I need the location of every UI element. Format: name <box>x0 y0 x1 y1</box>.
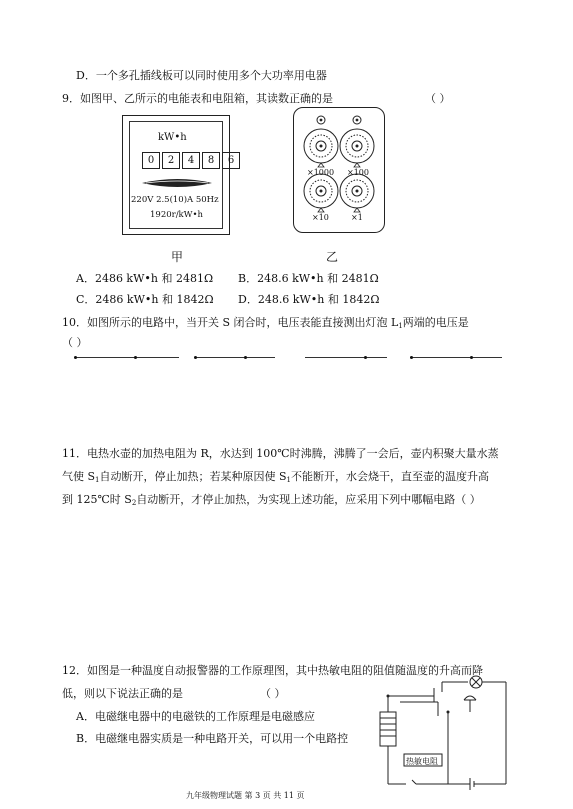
meter-digit: 2 <box>162 152 180 169</box>
meter-digits <box>142 152 242 168</box>
q11-line-2 <box>62 470 489 487</box>
alarm-circuit-figure <box>376 672 516 794</box>
q10-stem-text-end: 两端的电压是 <box>402 316 469 329</box>
figure-label-yi: 乙 <box>326 250 339 264</box>
meter-digit: 8 <box>202 152 220 169</box>
q10-stem <box>62 316 469 333</box>
meter-digit: 4 <box>182 152 200 169</box>
meter-digit: 0 <box>142 152 160 169</box>
meter-disc-icon <box>140 176 216 190</box>
q12-answer-paren: （ ） <box>260 687 286 700</box>
q11-line-3-text-b: 自动断开，才停止加热，为实现上述功能，应采用下列中哪幅电路（ ） <box>136 493 481 506</box>
electric-meter-figure <box>122 115 235 235</box>
dial-label-x10: ×10 <box>312 213 329 222</box>
meter-digit-decimal: 6 <box>222 152 240 169</box>
q11-line-3-text: 到 125℃时 S <box>62 493 132 506</box>
q10-stem-sub: 1 <box>398 322 403 330</box>
q8-option-d: D．一个多孔插线板可以同时使用多个大功率用电器 <box>76 69 327 82</box>
q10-stem-text: 10．如图所示的电路中，当开关 S 闭合时，电压表能直接测出灯泡 L <box>62 316 399 329</box>
figure-label-jia: 甲 <box>171 250 184 264</box>
dial-label-x1000: ×1000 <box>307 168 335 177</box>
dial-label-x100: ×100 <box>347 168 369 177</box>
q12-line-2: 低，则以下说法正确的是 <box>62 687 183 700</box>
q11-line-1: 11．电热水壶的加热电阻为 R，水达到 100℃时沸腾，沸腾了一会后，壶内积聚大量水蒸 <box>62 447 499 460</box>
q11-line-3 <box>62 493 481 510</box>
meter-unit: kW•h <box>158 132 187 143</box>
q11-line-3-sub: 2 <box>131 499 137 507</box>
meter-spec: 220V 2.5(10)A 50Hz <box>131 195 219 205</box>
q11-line-2-text-b: 自动断开，停止加热；若某种原因使 S <box>99 470 287 483</box>
q9-option-b: B．248.6 kW•h 和 2481Ω <box>238 272 379 285</box>
q9-option-a: A．2486 kW•h 和 2481Ω <box>76 272 214 285</box>
q9-option-d: D．248.6 kW•h 和 1842Ω <box>238 293 380 306</box>
page-footer: 九年级物理试题 第 3 页 共 11 页 <box>186 791 305 800</box>
q11-line-2-text-c: 不能断开，水会烧干，直至壶的温度升高 <box>291 470 490 483</box>
q10-answer-paren: （ ） <box>62 336 88 349</box>
resistance-box-figure <box>293 107 385 233</box>
q9-stem: 9．如图甲、乙所示的电能表和电阻箱，其读数正确的是 <box>62 92 333 105</box>
dial-label-x1: ×1 <box>351 213 363 222</box>
meter-rev: 1920r/kW•h <box>150 210 203 220</box>
q9-option-c: C．2486 kW•h 和 1842Ω <box>76 293 214 306</box>
q11-line-2-sub: 1 <box>95 476 100 484</box>
q11-line-2-sub-b: 1 <box>286 476 292 484</box>
q12-line-1: 12．如图是一种温度自动报警器的工作原理图，其中热敏电阻的阻值随温度的升高而降 <box>62 664 483 677</box>
thermistor-label: 热敏电阻 <box>406 757 438 766</box>
q9-answer-paren: （ ） <box>425 92 451 105</box>
q12-option-b: B．电磁继电器实质是一种电路开关，可以用一个电路控 <box>76 732 349 745</box>
q11-line-2-text: 气使 S <box>62 470 96 483</box>
q12-option-a: A．电磁继电器中的电磁铁的工作原理是电磁感应 <box>76 710 315 723</box>
